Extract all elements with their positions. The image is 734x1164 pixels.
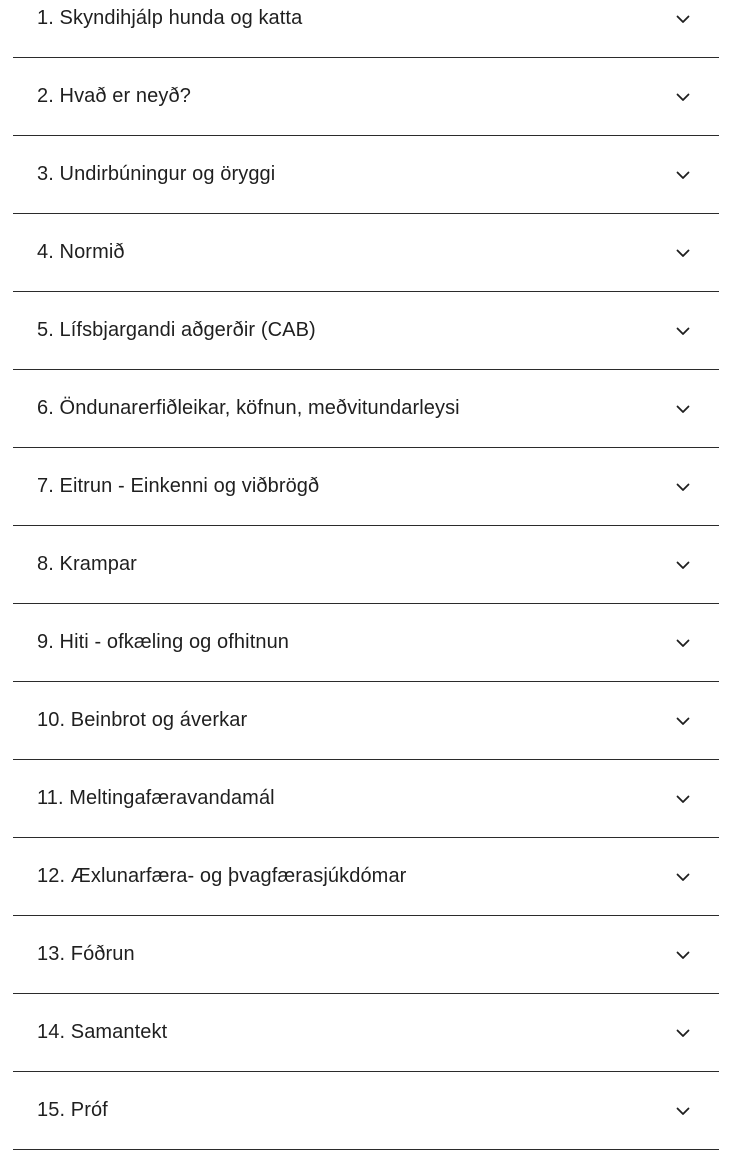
chevron-down-icon[interactable] bbox=[675, 89, 691, 105]
accordion-item-label: 10. Beinbrot og áverkar bbox=[37, 709, 248, 731]
accordion-item-12[interactable] bbox=[13, 838, 719, 916]
chevron-down-icon[interactable] bbox=[675, 323, 691, 339]
chevron-down-icon[interactable] bbox=[675, 401, 691, 417]
chevron-down-icon[interactable] bbox=[675, 1103, 691, 1119]
accordion-item-3[interactable] bbox=[13, 136, 719, 214]
accordion-item-7[interactable] bbox=[13, 448, 719, 526]
accordion-item-10[interactable] bbox=[13, 682, 719, 760]
chevron-down-icon[interactable] bbox=[675, 1025, 691, 1041]
chevron-down-icon[interactable] bbox=[675, 635, 691, 651]
accordion-item-label: 12. Æxlunarfæra- og þvagfærasjúkdómar bbox=[37, 865, 407, 887]
accordion-item-label: 5. Lífsbjargandi aðgerðir (CAB) bbox=[37, 319, 316, 341]
accordion-item-label: 7. Eitrun - Einkenni og viðbrögð bbox=[37, 475, 320, 497]
accordion-item-label: 2. Hvað er neyð? bbox=[37, 85, 191, 107]
accordion-item-label: 13. Fóðrun bbox=[37, 943, 135, 965]
accordion-item-label: 6. Öndunarerfiðleikar, köfnun, meðvitundarleysi bbox=[37, 397, 460, 419]
accordion-item-label: 3. Undirbúningur og öryggi bbox=[37, 163, 276, 185]
chevron-down-icon[interactable] bbox=[675, 947, 691, 963]
accordion-item-13[interactable] bbox=[13, 916, 719, 994]
accordion-item-label: 1. Skyndihjálp hunda og katta bbox=[37, 7, 303, 29]
accordion-item-11[interactable] bbox=[13, 760, 719, 838]
accordion-item-9[interactable] bbox=[13, 604, 719, 682]
chevron-down-icon[interactable] bbox=[675, 713, 691, 729]
chevron-down-icon[interactable] bbox=[675, 245, 691, 261]
accordion-item-15[interactable] bbox=[13, 1072, 719, 1150]
course-modules-accordion bbox=[13, 0, 719, 1150]
accordion-item-5[interactable] bbox=[13, 292, 719, 370]
accordion-item-label: 11. Meltingafæravandamál bbox=[37, 787, 275, 809]
chevron-down-icon[interactable] bbox=[675, 791, 691, 807]
accordion-item-4[interactable] bbox=[13, 214, 719, 292]
accordion-item-8[interactable] bbox=[13, 526, 719, 604]
accordion-item-label: 8. Krampar bbox=[37, 553, 137, 575]
accordion-item-1[interactable] bbox=[13, 0, 719, 58]
accordion-item-label: 4. Normið bbox=[37, 241, 125, 263]
accordion-item-label: 15. Próf bbox=[37, 1099, 108, 1121]
accordion-item-6[interactable] bbox=[13, 370, 719, 448]
accordion-item-label: 14. Samantekt bbox=[37, 1021, 168, 1043]
chevron-down-icon[interactable] bbox=[675, 11, 691, 27]
accordion-item-label: 9. Hiti - ofkæling og ofhitnun bbox=[37, 631, 290, 653]
accordion-item-14[interactable] bbox=[13, 994, 719, 1072]
accordion-item-2[interactable] bbox=[13, 58, 719, 136]
chevron-down-icon[interactable] bbox=[675, 479, 691, 495]
chevron-down-icon[interactable] bbox=[675, 167, 691, 183]
chevron-down-icon[interactable] bbox=[675, 869, 691, 885]
chevron-down-icon[interactable] bbox=[675, 557, 691, 573]
